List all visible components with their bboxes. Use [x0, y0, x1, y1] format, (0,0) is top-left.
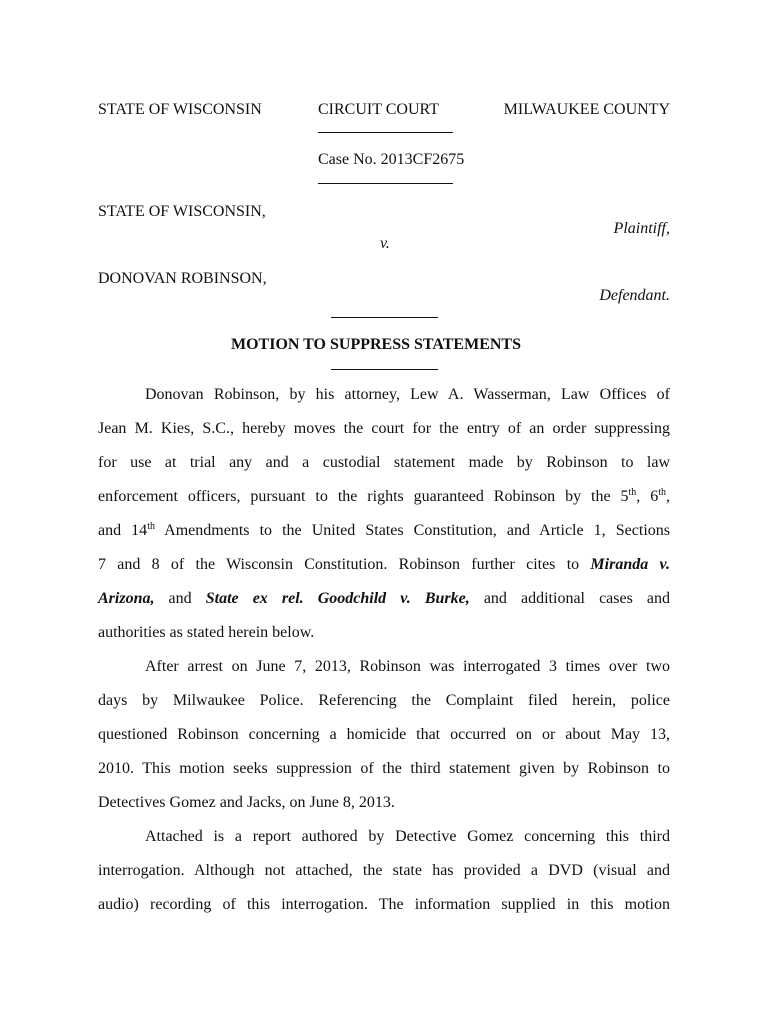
state-heading: STATE OF WISCONSIN: [98, 101, 262, 118]
paragraph-line: Detectives Gomez and Jacks, on June 8, 2013.: [98, 794, 395, 811]
paragraph-line: Arizona, and State ex rel. Goodchild v. Burke, and additional cases and: [98, 590, 671, 607]
paragraph-line: for use at trial any and a custodial statement made by Robinson to law: [98, 454, 670, 471]
paragraph-1: [98, 378, 670, 650]
divider-rule: [331, 369, 438, 370]
paragraph-line: days by Milwaukee Police. Referencing the Complaint filed herein, police: [98, 692, 670, 709]
paragraph-line: Donovan Robinson, by his attorney, Lew A. Wasserman, Law Offices of: [145, 386, 670, 403]
plaintiff-name: STATE OF WISCONSIN,: [98, 203, 266, 220]
court-heading: CIRCUIT COURT: [318, 101, 439, 118]
versus: v.: [380, 235, 390, 252]
paragraph-line: audio) recording of this interrogation. The information supplied in this motion: [98, 896, 670, 913]
divider-rule: [318, 183, 453, 184]
plaintiff-role: Plaintiff,: [613, 220, 670, 237]
paragraph-line: 7 and 8 of the Wisconsin Constitution. Robinson further cites to Miranda v.: [98, 556, 671, 573]
case-citation: Arizona,: [98, 590, 155, 607]
paragraph-line: authorities as stated herein below.: [98, 624, 315, 641]
paragraph-line: After arrest on June 7, 2013, Robinson was interrogated 3 times over two: [145, 658, 670, 675]
paragraph-2: [98, 650, 670, 820]
divider-rule: [331, 317, 438, 318]
paragraph-3: [98, 820, 670, 922]
paragraph-line: and 14th Amendments to the United States Constitution, and Article 1, Sections: [98, 521, 670, 539]
case-number: Case No. 2013CF2675: [318, 151, 465, 168]
county-heading: MILWAUKEE COUNTY: [503, 101, 670, 118]
divider-rule: [318, 132, 453, 133]
paragraph-line: questioned Robinson concerning a homicide that occurred on or about May 13,: [98, 726, 670, 743]
defendant-name: DONOVAN ROBINSON,: [98, 270, 267, 287]
case-citation: State ex rel. Goodchild v. Burke,: [205, 590, 470, 607]
case-citation: Miranda v.: [590, 556, 671, 573]
document-title: MOTION TO SUPPRESS STATEMENTS: [231, 336, 521, 353]
paragraph-line: enforcement officers, pursuant to the rights guaranteed Robinson by the 5th, 6th,: [98, 487, 670, 505]
paragraph-line: Jean M. Kies, S.C., hereby moves the court for the entry of an order suppressing: [98, 420, 670, 437]
paragraph-line: Attached is a report authored by Detective Gomez concerning this third: [145, 828, 670, 845]
paragraph-line: 2010. This motion seeks suppression of the third statement given by Robinson to: [98, 760, 670, 777]
defendant-role: Defendant.: [599, 287, 670, 304]
paragraph-line: interrogation. Although not attached, the state has provided a DVD (visual and: [98, 862, 670, 879]
